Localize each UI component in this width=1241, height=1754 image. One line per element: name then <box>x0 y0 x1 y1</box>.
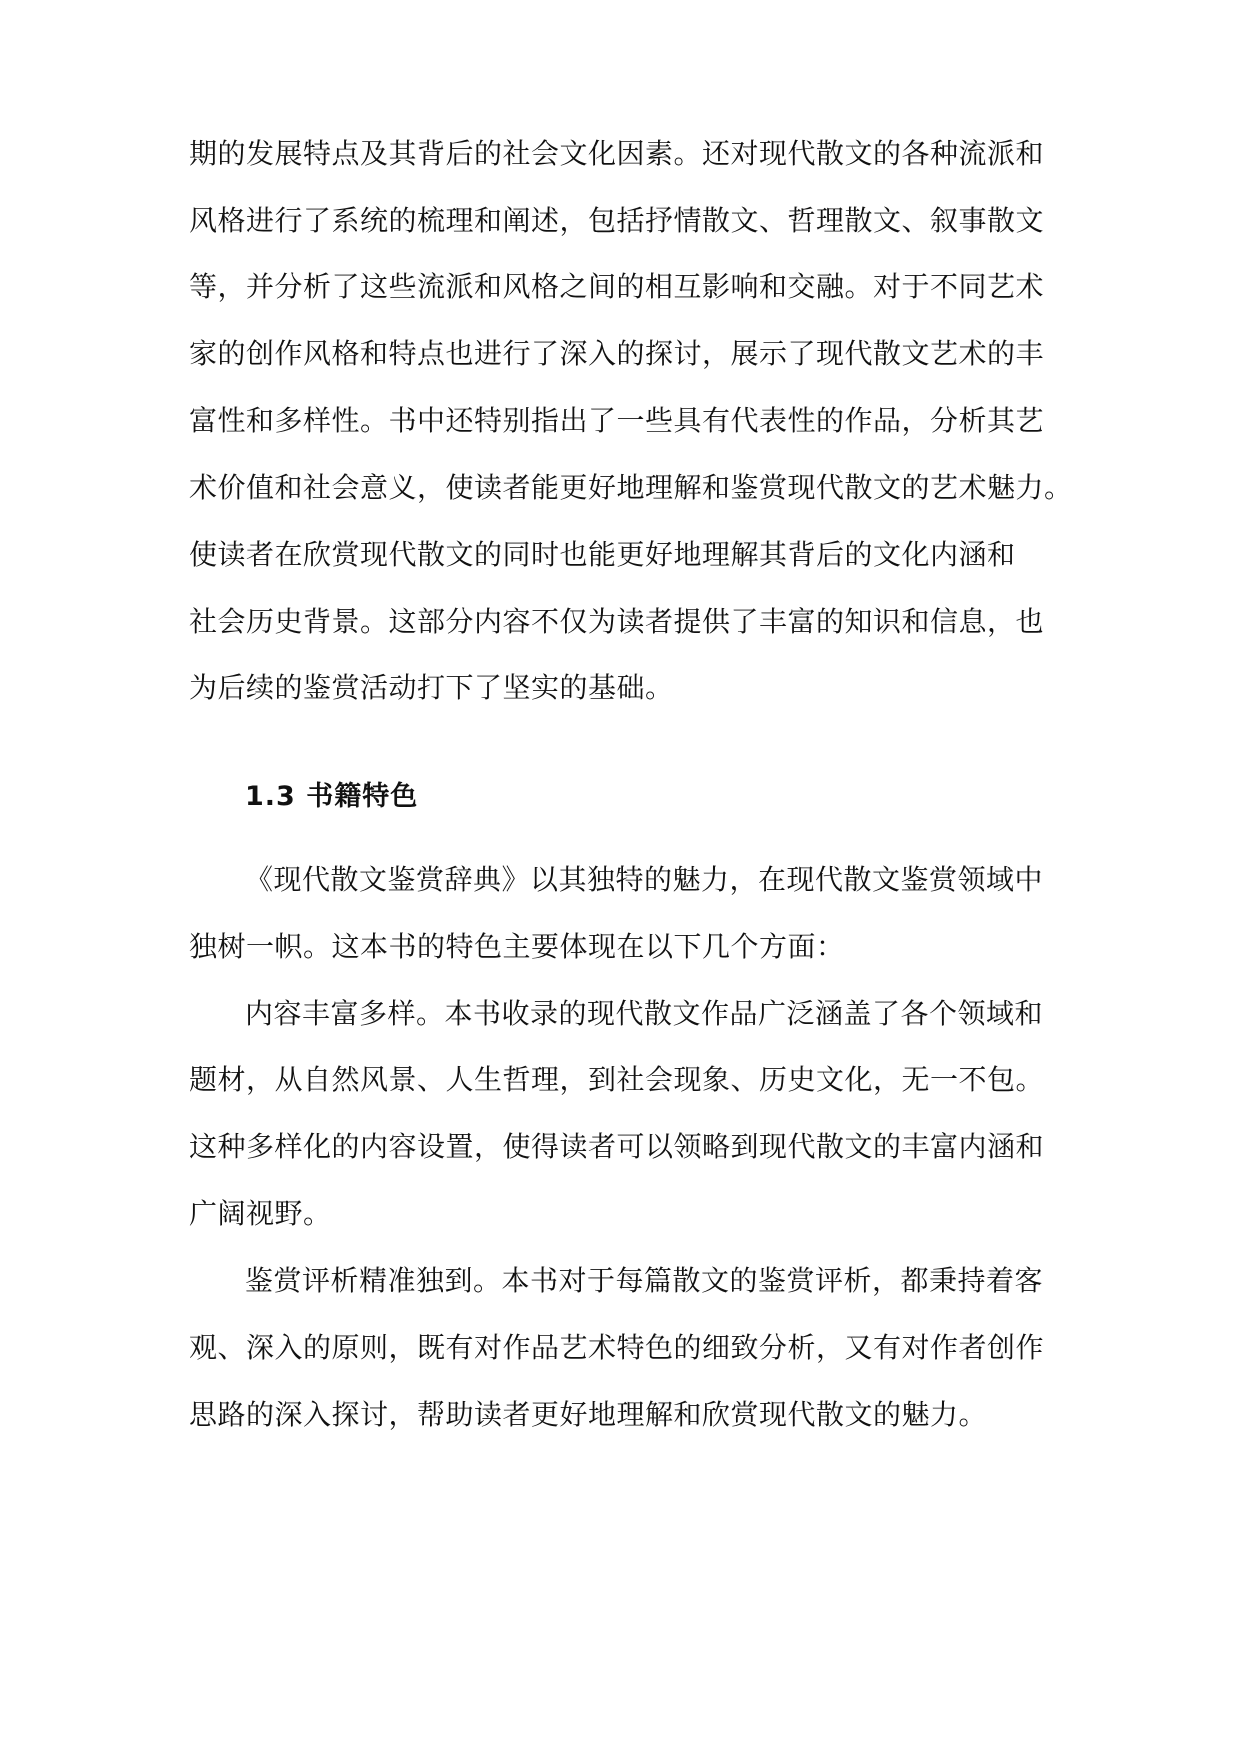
paragraph-1-line-1: 期的发展特点及其背后的社会文化因素。还对现代散文的各种流派和 <box>189 137 1045 170</box>
paragraph-3-line-3: 这种多样化的内容设置，使得读者可以领略到现代散文的丰富内涵和 <box>189 1130 1045 1163</box>
paragraph-3-line-2: 题材，从自然风景、人生哲理，到社会现象、历史文化，无一不包。 <box>189 1063 1045 1096</box>
paragraph-2-line-1: 《现代散文鉴赏辞典》以其独特的魅力，在现代散文鉴赏领域中 <box>245 863 1044 896</box>
paragraph-1-line-2: 风格进行了系统的梳理和阐述，包括抒情散文、哲理散文、叙事散文 <box>189 204 1045 237</box>
paragraph-4-line-2: 观、深入的原则，既有对作品艺术特色的细致分析，又有对作者创作 <box>189 1331 1045 1364</box>
paragraph-1-line-3: 等，并分析了这些流派和风格之间的相互影响和交融。对于不同艺术 <box>189 270 1045 303</box>
paragraph-3-line-4: 广阔视野。 <box>189 1197 332 1230</box>
paragraph-1-line-8: 社会历史背景。这部分内容不仅为读者提供了丰富的知识和信息，也 <box>189 605 1045 638</box>
paragraph-1-line-5: 富性和多样性。书中还特别指出了一些具有代表性的作品，分析其艺 <box>189 404 1045 437</box>
paragraph-1-line-6: 术价值和社会意义，使读者能更好地理解和鉴赏现代散文的艺术魅力。 <box>189 471 1073 504</box>
paragraph-4-line-3: 思路的深入探讨，帮助读者更好地理解和欣赏现代散文的魅力。 <box>189 1398 988 1431</box>
paragraph-4-line-1: 鉴赏评析精准独到。本书对于每篇散文的鉴赏评析，都秉持着客 <box>245 1264 1044 1297</box>
paragraph-1-line-9: 为后续的鉴赏活动打下了坚实的基础。 <box>189 671 674 704</box>
paragraph-2-line-2: 独树一帜。这本书的特色主要体现在以下几个方面： <box>189 930 845 963</box>
section-heading: 1.3 书籍特色 <box>245 781 419 812</box>
paragraph-3-line-1: 内容丰富多样。本书收录的现代散文作品广泛涵盖了各个领域和 <box>245 997 1044 1030</box>
paragraph-1-line-4: 家的创作风格和特点也进行了深入的探讨，展示了现代散文艺术的丰 <box>189 337 1045 370</box>
paragraph-1-line-7: 使读者在欣赏现代散文的同时也能更好地理解其背后的文化内涵和 <box>189 538 1016 571</box>
